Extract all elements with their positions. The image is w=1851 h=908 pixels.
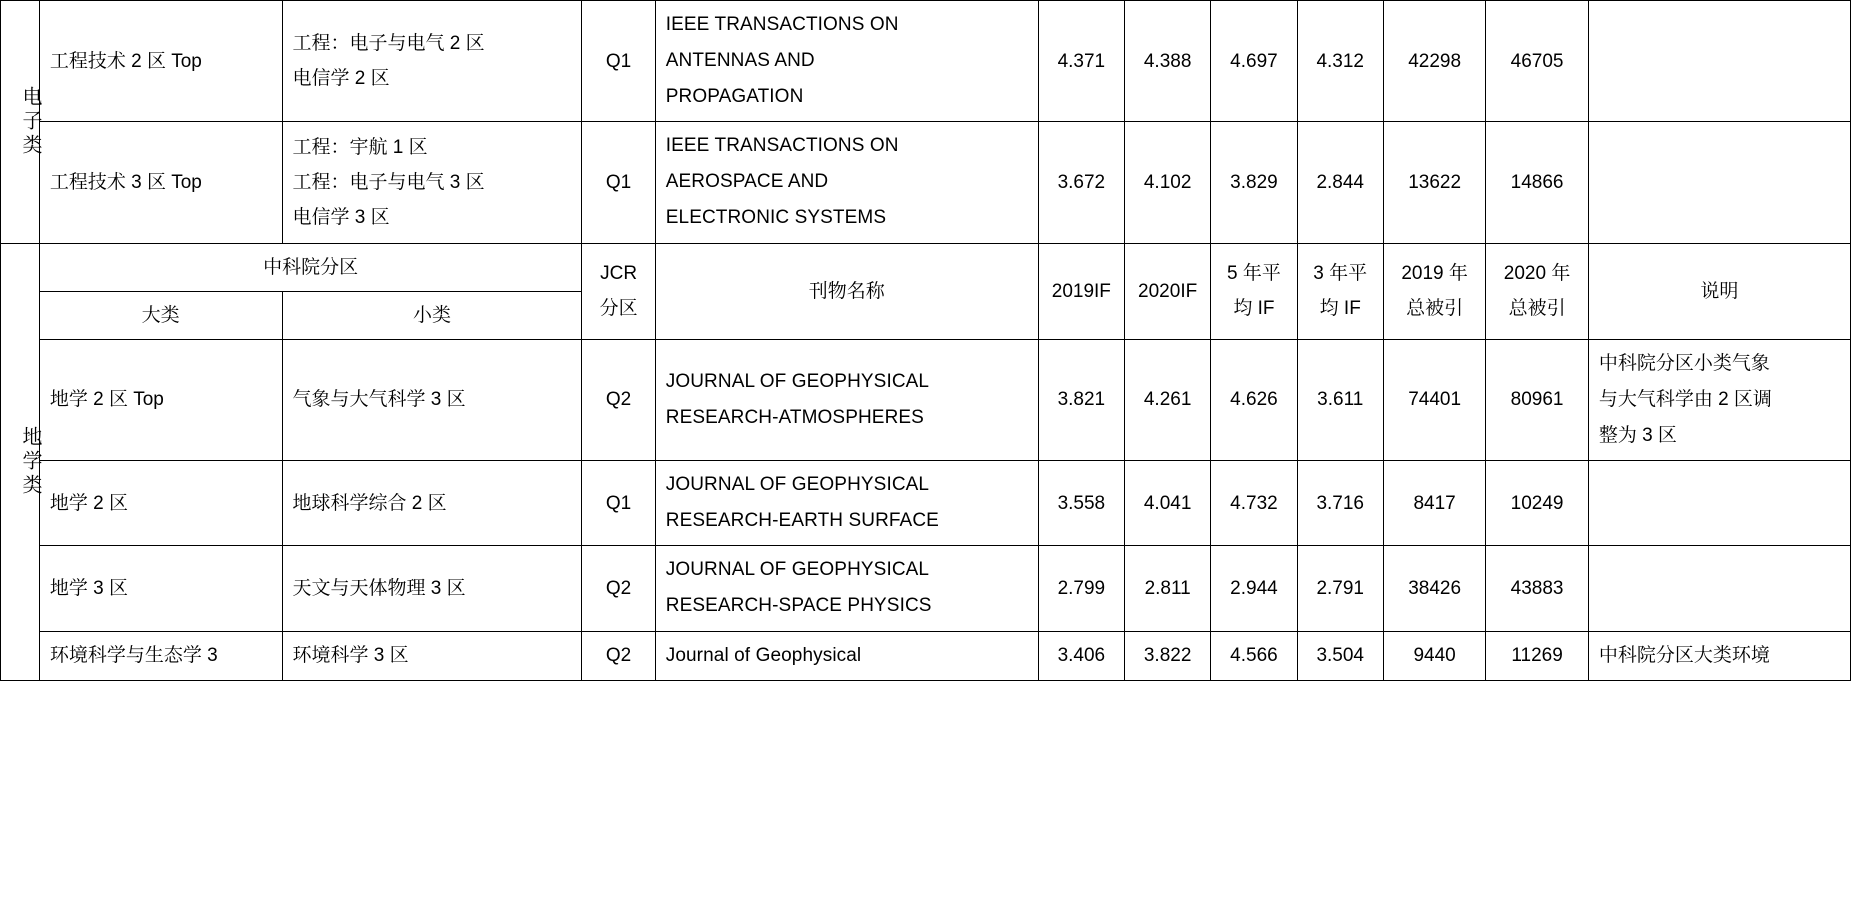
if-2019-cell: 2.799 xyxy=(1038,546,1124,631)
if-2019-cell: 3.821 xyxy=(1038,339,1124,460)
cas-minor-line: 电信学 3 区 xyxy=(292,206,390,228)
avg-3yr-if-cell: 2.791 xyxy=(1297,546,1383,631)
jcr-quartile-cell: Q1 xyxy=(582,1,655,122)
cas-minor-cell: 天文与天体物理 3 区 xyxy=(282,546,582,631)
header-avg-3yr-if xyxy=(1297,243,1383,339)
journal-name-cell xyxy=(655,546,1038,631)
journal-name-line: IEEE TRANSACTIONS ON xyxy=(665,135,899,157)
avg-3yr-if-cell: 2.844 xyxy=(1297,122,1383,243)
cited-2019-cell: 74401 xyxy=(1383,339,1485,460)
jcr-quartile-cell: Q2 xyxy=(582,546,655,631)
category-cell-geoscience xyxy=(1,243,40,680)
cas-major-cell: 地学 3 区 xyxy=(39,546,282,631)
header-avg-5yr-if xyxy=(1211,243,1297,339)
cas-minor-cell: 气象与大气科学 3 区 xyxy=(282,339,582,460)
avg-5yr-if-cell: 4.626 xyxy=(1211,339,1297,460)
table-header-row-top xyxy=(1,243,1851,291)
header-note: 说明 xyxy=(1588,243,1850,339)
header-cited2019-line1: 2019 年 xyxy=(1401,263,1468,285)
header-avg3-line1: 3 年平 xyxy=(1313,263,1368,285)
header-jcr xyxy=(582,243,655,339)
cas-minor-line: 电信学 2 区 xyxy=(292,68,390,90)
cas-major-cell: 地学 2 区 xyxy=(39,461,282,546)
journal-name-cell xyxy=(655,461,1038,546)
journal-name-line: AEROSPACE AND xyxy=(665,171,829,193)
category-cell-electronics xyxy=(1,1,40,244)
cas-minor-cell: 地球科学综合 2 区 xyxy=(282,461,582,546)
header-if-2019: 2019IF xyxy=(1038,243,1124,339)
cas-major-cell: 环境科学与生态学 3 xyxy=(39,631,282,680)
header-cas-group: 中科院分区 xyxy=(39,243,582,291)
avg-3yr-if-cell: 4.312 xyxy=(1297,1,1383,122)
journal-name-cell xyxy=(655,631,1038,680)
header-cited2020-line2: 总被引 xyxy=(1508,298,1566,320)
avg-5yr-if-cell: 2.944 xyxy=(1211,546,1297,631)
table-row xyxy=(1,122,1851,243)
avg-5yr-if-cell: 4.566 xyxy=(1211,631,1297,680)
header-avg5-line1: 5 年平 xyxy=(1227,263,1281,285)
if-2020-cell: 4.041 xyxy=(1124,461,1210,546)
header-cited-2019 xyxy=(1383,243,1485,339)
note-cell xyxy=(1588,461,1850,546)
cas-major-cell: 工程技术 3 区 Top xyxy=(39,122,282,243)
cited-2020-cell: 14866 xyxy=(1486,122,1588,243)
jcr-quartile-cell: Q2 xyxy=(582,631,655,680)
note-cell xyxy=(1588,631,1850,680)
journal-name-line: Journal of Geophysical xyxy=(665,644,862,666)
avg-5yr-if-cell: 4.732 xyxy=(1211,461,1297,546)
if-2020-cell: 4.102 xyxy=(1124,122,1210,243)
if-2020-cell: 4.388 xyxy=(1124,1,1210,122)
cas-minor-line: 工程：电子与电气 3 区 xyxy=(292,171,485,193)
note-cell xyxy=(1588,339,1850,460)
journal-name-line: ANTENNAS AND xyxy=(665,50,815,72)
header-avg5-line2: 均 IF xyxy=(1233,298,1275,320)
cited-2019-cell: 42298 xyxy=(1383,1,1485,122)
table-row xyxy=(1,461,1851,546)
if-2020-cell: 2.811 xyxy=(1124,546,1210,631)
note-cell xyxy=(1588,122,1850,243)
cas-minor-line: 工程：宇航 1 区 xyxy=(292,136,428,158)
cited-2019-cell: 13622 xyxy=(1383,122,1485,243)
table-row xyxy=(1,339,1851,460)
cited-2019-cell: 9440 xyxy=(1383,631,1485,680)
header-cited-2020 xyxy=(1486,243,1588,339)
journal-name-line: RESEARCH-ATMOSPHERES xyxy=(665,406,924,428)
cas-minor-cell: 环境科学 3 区 xyxy=(282,631,582,680)
jcr-quartile-cell: Q1 xyxy=(582,461,655,546)
avg-5yr-if-cell: 4.697 xyxy=(1211,1,1297,122)
if-2020-cell: 4.261 xyxy=(1124,339,1210,460)
category-label-geoscience: 地学类 xyxy=(19,425,41,498)
header-jcr-line2: 分区 xyxy=(599,298,638,320)
header-cas-major: 大类 xyxy=(39,291,282,339)
cited-2020-cell: 80961 xyxy=(1486,339,1588,460)
journal-name-line: ELECTRONIC SYSTEMS xyxy=(665,207,887,229)
journal-name-line: RESEARCH-SPACE PHYSICS xyxy=(665,595,932,617)
note-cell xyxy=(1588,546,1850,631)
if-2019-cell: 4.371 xyxy=(1038,1,1124,122)
jcr-quartile-cell: Q1 xyxy=(582,122,655,243)
header-cas-minor: 小类 xyxy=(282,291,582,339)
table-row xyxy=(1,631,1851,680)
header-avg3-line2: 均 IF xyxy=(1319,298,1361,320)
cited-2020-cell: 43883 xyxy=(1486,546,1588,631)
cas-minor-cell xyxy=(282,122,582,243)
cited-2019-cell: 8417 xyxy=(1383,461,1485,546)
header-if-2020: 2020IF xyxy=(1124,243,1210,339)
avg-3yr-if-cell: 3.611 xyxy=(1297,339,1383,460)
avg-3yr-if-cell: 3.504 xyxy=(1297,631,1383,680)
note-line: 与大气科学由 2 区调 xyxy=(1598,388,1772,410)
cited-2019-cell: 38426 xyxy=(1383,546,1485,631)
note-line: 中科院分区小类气象 xyxy=(1598,352,1770,374)
category-char-1: 电子类 xyxy=(19,85,41,158)
journal-name-cell xyxy=(655,1,1038,122)
journal-name-line: JOURNAL OF GEOPHYSICAL xyxy=(665,370,930,392)
note-line: 中科院分区大类环境 xyxy=(1598,644,1770,666)
header-cited2020-line1: 2020 年 xyxy=(1503,263,1571,285)
table-row xyxy=(1,546,1851,631)
if-2019-cell: 3.558 xyxy=(1038,461,1124,546)
header-journal-name: 刊物名称 xyxy=(655,243,1038,339)
cas-minor-line: 工程：电子与电气 2 区 xyxy=(292,33,485,54)
journal-name-line: JOURNAL OF GEOPHYSICAL xyxy=(665,559,930,581)
journal-name-line: IEEE TRANSACTIONS ON xyxy=(665,14,899,35)
journal-name-line: PROPAGATION xyxy=(665,86,804,108)
journal-name-line: RESEARCH-EARTH SURFACE xyxy=(665,510,939,532)
cas-major-cell: 工程技术 2 区 Top xyxy=(39,1,282,122)
note-line: 整为 3 区 xyxy=(1598,425,1677,447)
journal-name-cell xyxy=(655,339,1038,460)
if-2020-cell: 3.822 xyxy=(1124,631,1210,680)
header-cited2019-line2: 总被引 xyxy=(1406,298,1464,320)
if-2019-cell: 3.406 xyxy=(1038,631,1124,680)
cited-2020-cell: 46705 xyxy=(1486,1,1588,122)
if-2019-cell: 3.672 xyxy=(1038,122,1124,243)
journal-name-cell xyxy=(655,122,1038,243)
journal-name-line: JOURNAL OF GEOPHYSICAL xyxy=(665,474,930,496)
cas-major-cell: 地学 2 区 Top xyxy=(39,339,282,460)
jcr-quartile-cell: Q2 xyxy=(582,339,655,460)
cited-2020-cell: 10249 xyxy=(1486,461,1588,546)
cas-minor-cell xyxy=(282,1,582,122)
cited-2020-cell: 11269 xyxy=(1486,631,1588,680)
header-jcr-line1: JCR xyxy=(600,263,638,285)
note-cell xyxy=(1588,1,1850,122)
table-row xyxy=(1,1,1851,122)
avg-5yr-if-cell: 3.829 xyxy=(1211,122,1297,243)
avg-3yr-if-cell: 3.716 xyxy=(1297,461,1383,546)
